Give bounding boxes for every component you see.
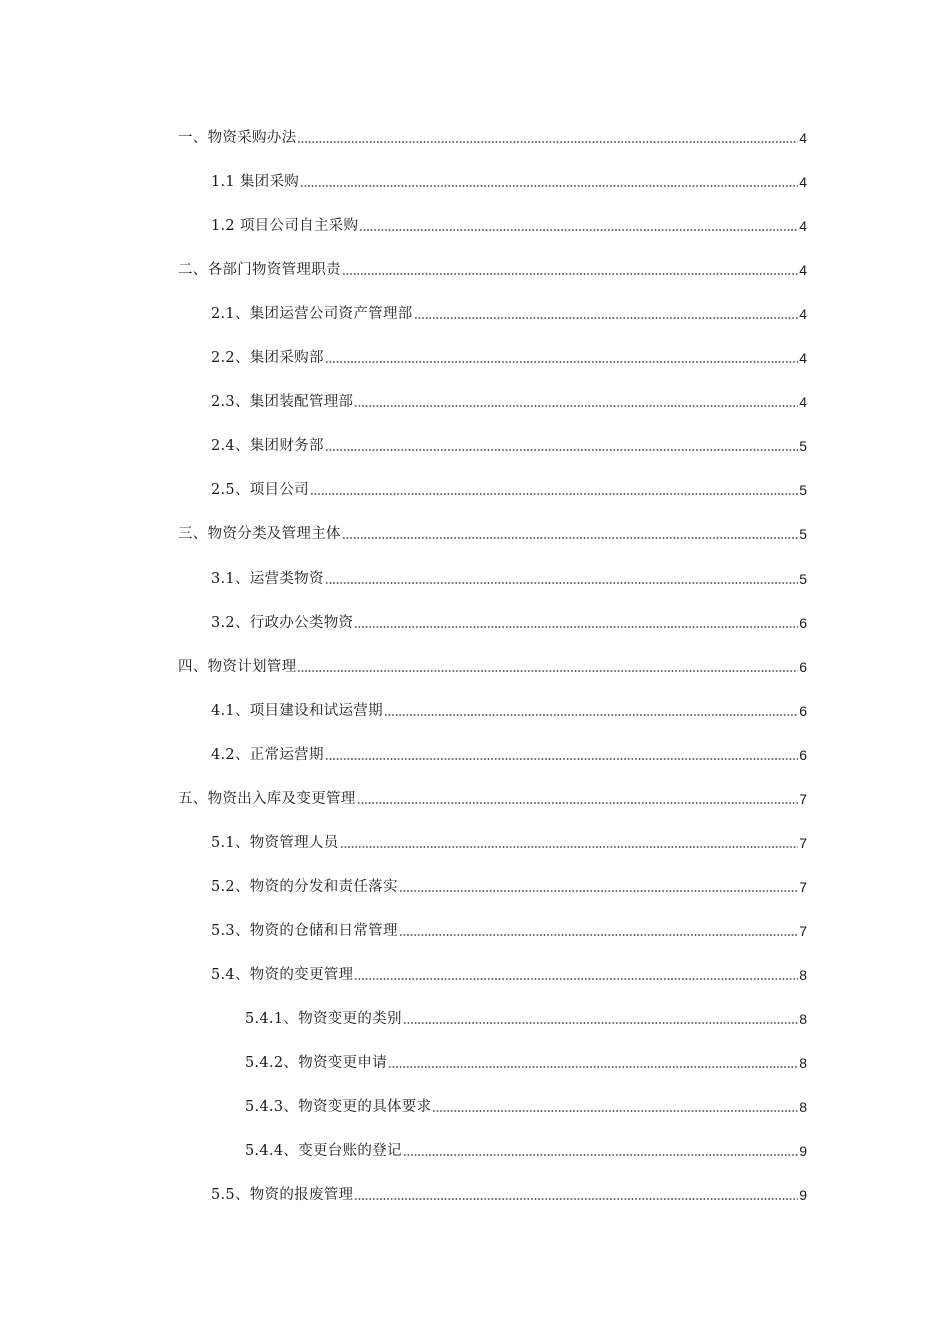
toc-entry-page-number: 5: [799, 526, 807, 543]
toc-entry-label: 3.2、行政办公类物资: [211, 614, 354, 631]
toc-entry[interactable]: [211, 741, 807, 765]
toc-dot-leader: [388, 1065, 798, 1069]
toc-entry-label: 四、物资计划管理: [178, 658, 297, 675]
toc-entry-label: 五、物资出入库及变更管理: [178, 790, 356, 807]
toc-dot-leader: [325, 360, 798, 364]
toc-entry-page-number: 5: [799, 570, 807, 587]
toc-entry-page-number: 5: [799, 438, 807, 455]
toc-dot-leader: [342, 272, 798, 276]
toc-entry[interactable]: [211, 1181, 807, 1205]
toc-entry-label: 5.4.1、物资变更的类别: [245, 1011, 402, 1027]
toc-entry[interactable]: [178, 785, 807, 809]
toc-dot-leader: [357, 801, 798, 805]
toc-dot-leader: [399, 889, 798, 893]
toc-entry-page-number: 4: [799, 394, 807, 411]
toc-entry-label: 1.2 项目公司自主采购: [211, 218, 359, 235]
toc-entry-label: 5.4.2、物资变更申请: [245, 1055, 387, 1072]
toc-dot-leader: [354, 1197, 798, 1201]
toc-entry-page-number: 7: [799, 878, 807, 895]
toc-dot-leader: [354, 404, 798, 408]
toc-entry-label: 一、物资采购办法: [178, 130, 297, 146]
toc-dot-leader: [310, 492, 798, 496]
toc-dot-leader: [354, 977, 798, 981]
toc-entry-label: 4.2、正常运营期: [211, 746, 324, 763]
toc-entry-page-number: 7: [799, 790, 807, 807]
toc-entry[interactable]: [211, 432, 807, 456]
toc-entry[interactable]: [211, 388, 807, 412]
toc-entry-page-number: 8: [799, 1011, 807, 1027]
toc-entry-page-number: 8: [799, 1099, 807, 1116]
toc-entry-page-number: 7: [799, 922, 807, 939]
toc-entry[interactable]: [211, 917, 807, 941]
toc-entry[interactable]: [211, 609, 807, 633]
toc-entry-page-number: 4: [799, 130, 807, 146]
toc-entry[interactable]: [211, 168, 807, 192]
toc-dot-leader: [399, 933, 798, 937]
toc-entry[interactable]: [245, 1137, 807, 1161]
toc-entry-page-number: 6: [799, 614, 807, 631]
toc-entry[interactable]: [245, 1093, 807, 1117]
toc-entry-page-number: 7: [799, 834, 807, 851]
toc-entry-label: 5.4、物资的变更管理: [211, 966, 354, 983]
toc-entry[interactable]: [211, 873, 807, 897]
toc-entry-page-number: 5: [799, 482, 807, 499]
toc-entry-label: 5.4.4、变更台账的登记: [245, 1143, 402, 1160]
toc-entry-label: 5.1、物资管理人员: [211, 834, 339, 851]
toc-dot-leader: [432, 1109, 798, 1113]
toc-entry-label: 4.1、项目建设和试运营期: [211, 702, 383, 719]
toc-entry[interactable]: [245, 1049, 807, 1073]
toc-entry-page-number: 4: [799, 262, 807, 279]
toc-dot-leader: [359, 228, 798, 232]
toc-entry-label: 2.1、集团运营公司资产管理部: [211, 306, 413, 323]
toc-entry-label: 5.2、物资的分发和责任落实: [211, 878, 398, 895]
toc-dot-leader: [342, 536, 798, 540]
toc-entry[interactable]: [211, 565, 807, 589]
toc-entry[interactable]: [211, 300, 807, 324]
toc-entry-page-number: 4: [799, 350, 807, 367]
toc-entry-label: 5.3、物资的仓储和日常管理: [211, 922, 398, 939]
toc-entry[interactable]: [178, 256, 807, 280]
toc-dot-leader: [300, 184, 798, 188]
toc-dot-leader: [403, 1021, 798, 1025]
toc-entry-page-number: 9: [799, 1143, 807, 1160]
toc-entry-label: 2.2、集团采购部: [211, 350, 324, 367]
toc-entry-page-number: 9: [799, 1187, 807, 1204]
toc-dot-leader: [414, 316, 798, 320]
toc-entry-page-number: 8: [799, 966, 807, 983]
toc-entry-page-number: 4: [799, 306, 807, 323]
toc-dot-leader: [325, 448, 798, 452]
toc-entry-page-number: 8: [799, 1055, 807, 1072]
toc-entry[interactable]: [211, 829, 807, 853]
toc-entry-label: 二、各部门物资管理职责: [178, 262, 341, 279]
toc-entry[interactable]: [211, 476, 807, 500]
toc-entry-page-number: 6: [799, 658, 807, 675]
toc-dot-leader: [325, 757, 798, 761]
toc-entry-page-number: 6: [799, 746, 807, 763]
toc-entry[interactable]: [211, 212, 807, 236]
toc-entry-label: 3.1、运营类物资: [211, 570, 324, 587]
toc-entry-label: 2.4、集团财务部: [211, 438, 324, 455]
toc-entry-page-number: 4: [799, 174, 807, 191]
toc-dot-leader: [403, 1153, 798, 1157]
toc-entry[interactable]: [178, 520, 807, 544]
toc-entry-label: 2.5、项目公司: [211, 482, 309, 499]
toc-entry[interactable]: [245, 1005, 807, 1029]
toc-entry-label: 5.5、物资的报废管理: [211, 1187, 354, 1204]
toc-dot-leader: [384, 713, 798, 717]
toc-dot-leader: [325, 581, 798, 585]
toc-entry-label: 三、物资分类及管理主体: [178, 526, 341, 543]
toc-entry[interactable]: [211, 697, 807, 721]
toc-entry-label: 1.1 集团采购: [211, 174, 300, 191]
toc-dot-leader: [340, 845, 798, 849]
toc-entry[interactable]: [178, 124, 807, 148]
toc-entry-page-number: 4: [799, 218, 807, 235]
toc-entry-label: 5.4.3、物资变更的具体要求: [245, 1099, 432, 1116]
toc-entry[interactable]: [211, 344, 807, 368]
toc-dot-leader: [297, 140, 798, 144]
toc-entry[interactable]: [211, 961, 807, 985]
toc-entry-label: 2.3、集团装配管理部: [211, 394, 354, 411]
toc-dot-leader: [297, 669, 798, 673]
toc-entry[interactable]: [178, 653, 807, 677]
toc-dot-leader: [354, 625, 798, 629]
toc-entry-page-number: 6: [799, 702, 807, 719]
